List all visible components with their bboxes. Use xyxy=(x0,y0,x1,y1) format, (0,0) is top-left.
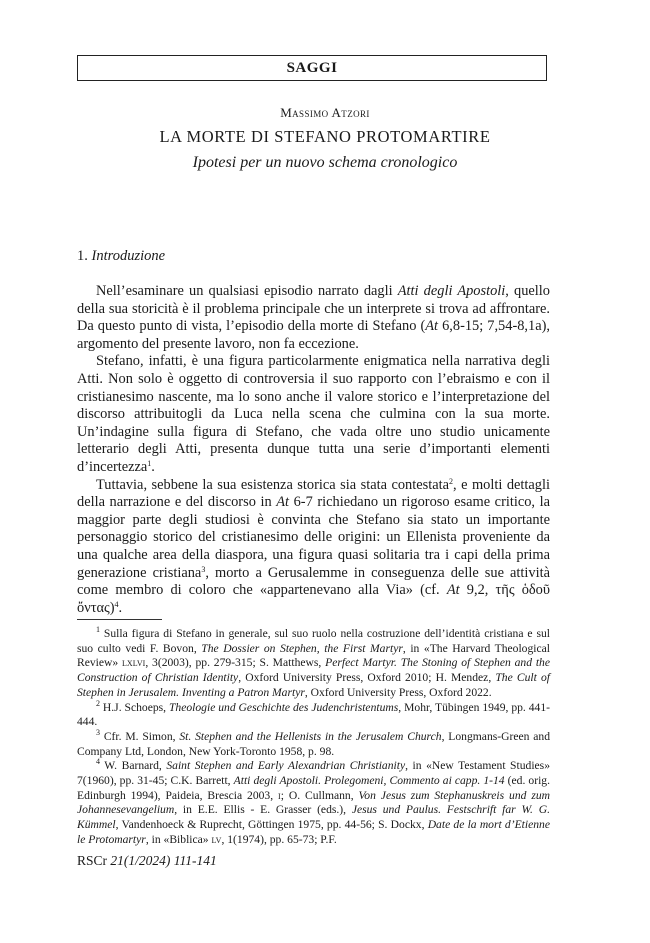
text-run: Sulla figura di Stefano in generale, sul suo ruolo nella costruzione dell’identità cristiana e sul suo culto vedi F. Bovon, xyxy=(77,627,550,655)
italic-text: Perfect Martyr. The Stoning of Stephen and the Construction of Christian Identity xyxy=(77,656,550,685)
italic-text: At xyxy=(446,582,460,599)
text-run: (ed. orig. Edinburgh 1994), Paideia, Brescia 2003, xyxy=(77,774,550,802)
text-run: Cfr. M. Simon, xyxy=(100,729,180,743)
footnote-ref: 4 xyxy=(96,757,100,767)
section-title: Introduzione xyxy=(91,248,166,264)
text-run: W. Barnard, xyxy=(100,759,167,773)
section-heading xyxy=(77,248,165,265)
footnote-ref: 1 xyxy=(147,458,152,468)
footnote-ref: 3 xyxy=(96,727,100,737)
italic-text: The Dossier on Stephen, the First Martyr xyxy=(201,641,403,655)
footnote xyxy=(77,627,550,701)
footnote xyxy=(77,698,550,730)
footnotes xyxy=(77,627,550,848)
text-run: Tuttavia, sebbene la sua esistenza storica sia stata contestata xyxy=(96,476,450,493)
article-subtitle: Ipotesi per un nuovo schema cronologico xyxy=(192,154,458,171)
italic-text: St. Stephen and the Hellenists in the Jerusalem Church xyxy=(179,729,442,743)
section-label: SAGGI xyxy=(286,60,338,76)
italic-text: Atti degli Apostoli xyxy=(397,283,506,299)
text-run: , quello della sua storicità è il problema principale che un interprete si trova ad affrontare. Da questo punto di vista, l’episodio della morte di Stefano ( xyxy=(77,283,550,335)
text-run: , Oxford University Press, Oxford 2010; H. Mendez, xyxy=(238,671,496,685)
footnote-divider xyxy=(77,619,162,620)
italic-text: Von Jesus zum Stephanuskreis und zum Johannesevangelium xyxy=(77,788,550,817)
text-run: H.J. Schoeps, xyxy=(100,700,169,714)
italic-text: Jesus und Paulus. Festschrift far W. G. Kümmel xyxy=(77,803,550,832)
text-run: , Oxford University Press, Oxford 2022. xyxy=(304,685,492,699)
text-run: , morto a Gerusalemme in conseguenza delle sue attività come membro di coloro che «appartenevano alla Via» (cf. xyxy=(77,564,550,599)
smallcaps-text: i xyxy=(278,788,281,802)
footnote-ref: 2 xyxy=(96,698,100,708)
text-run: , in «New Testament Studies» 7(1960), pp. 31-45; C.K. Barrett, xyxy=(77,759,550,788)
footnote xyxy=(77,759,550,847)
footnote-ref: 2 xyxy=(449,476,454,486)
text-run: 9,2, τῆς ὁδοῦ ὄντας) xyxy=(77,582,550,616)
section-label-box xyxy=(77,55,547,81)
text-run: , in E.E. Ellis - E. Grasser (eds.), xyxy=(174,803,352,817)
text-run: . xyxy=(118,599,123,616)
smallcaps-text: lv xyxy=(211,832,222,846)
body-paragraph xyxy=(77,353,550,476)
text-run: , Longmans-Green and Company Ltd, London, New York-Toronto 1958, p. 98. xyxy=(77,729,550,758)
italic-text: Date de la mort d’Etienne le Protomartyr xyxy=(77,818,550,846)
footnote xyxy=(77,727,550,759)
footnote-ref: 1 xyxy=(96,625,100,634)
text-run: , in «The Harvard Theological Review» xyxy=(77,641,550,670)
text-run: Nell’esaminare un qualsiasi episodio narrato dagli xyxy=(96,283,398,299)
italic-text: The Cult of Stephen in Jerusalem. Inventing a Patron Martyr xyxy=(77,671,551,699)
text-run: ; O. Cullmann, xyxy=(280,788,359,802)
text-run: , Mohr, Tübingen 1949, pp. 441-444. xyxy=(77,700,550,729)
italic-text: Saint Stephen and Early Alexandrian Christianity xyxy=(166,759,406,773)
smallcaps-text: lxlvi xyxy=(122,656,146,670)
footer-journal: RSCr xyxy=(77,853,108,868)
italic-text: At xyxy=(425,318,439,335)
italic-text: Theologie und Geschichte des Judenchristentums xyxy=(168,700,399,714)
footnote-ref: 4 xyxy=(114,599,119,609)
body-paragraph xyxy=(77,283,550,353)
section-number: 1. xyxy=(77,248,88,264)
footnote-ref: 3 xyxy=(201,564,206,574)
text-run: . xyxy=(151,458,155,475)
text-run: Stefano, infatti, è una figura particolarmente enigmatica nella narrativa degli Atti. Non solo è oggetto di controversia il suo rapporto con l’ebraismo e con il cristianesimo nascente, ma lo sono anche il valore storico e l’interpretazione del discorso attribuitogli da Luca nella scena che culmina con la sua morte. Un’indagine sulla figura di Stefano, che vada oltre uno studio unicamente letterario degli Atti, presenta dunque tutta una serie d’importanti elementi d’incertezza xyxy=(77,353,550,475)
text-run: , e molti dettagli della narrazione e del discorso in xyxy=(77,476,550,511)
body-paragraph xyxy=(77,477,550,618)
text-run: 6-7 richiedano un rigoroso esame critico, la maggior parte degli studiosi è convinta che Stefano sia stato un importante personaggio storico del cristianesimo delle origini: un Ellenista proveniente da una qualche area della diaspora, una figura quasi solitaria tra i capi della prima generazione cristiana xyxy=(77,494,550,581)
body-text xyxy=(77,283,550,617)
text-run: , Vandenhoeck & Ruprecht, Göttingen 1975, pp. 44-56; S. Dockx, xyxy=(115,818,428,832)
page-footer xyxy=(77,853,217,869)
article-title: LA MORTE DI STEFANO PROTOMARTIRE xyxy=(159,127,491,146)
italic-text: Atti degli Apostoli. Prolegomeni, Commento ai capp. 1-14 xyxy=(233,774,505,788)
italic-text: At xyxy=(276,494,290,511)
text-run: , 3(2003), pp. 279-315; S. Matthews, xyxy=(145,656,326,670)
text-run: , 1(1974), pp. 65-73; P.F. xyxy=(221,832,337,846)
text-run: , in «Biblica» xyxy=(145,832,212,846)
footer-citation: 21(1/2024) 111-141 xyxy=(110,853,217,868)
author-name: Massimo Atzori xyxy=(280,105,370,120)
text-run: 6,8-15; 7,54-8,1a), argomento del presente lavoro, non fa eccezione. xyxy=(77,318,550,352)
